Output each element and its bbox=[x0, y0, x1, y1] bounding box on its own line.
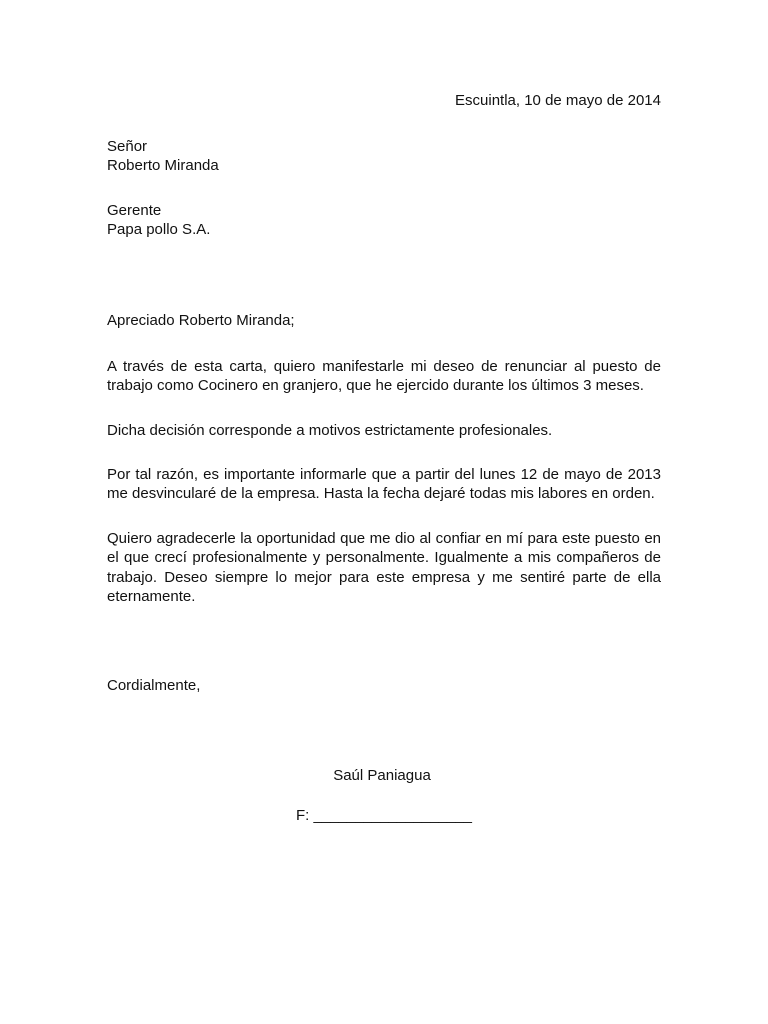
recipient-name: Roberto Miranda bbox=[107, 157, 219, 174]
body-paragraph-1: A través de esta carta, quiero manifestarle mi deseo de renunciar al puesto de trabajo como Cocinero en granjero, que he ejercido durante los últimos 3 meses. bbox=[107, 358, 661, 395]
closing: Cordialmente, bbox=[107, 677, 201, 694]
salutation: Apreciado Roberto Miranda; bbox=[107, 312, 295, 329]
place-date: Escuintla, 10 de mayo de 2014 bbox=[455, 92, 661, 109]
recipient-company: Papa pollo S.A. bbox=[107, 221, 211, 238]
signer-name: Saúl Paniagua bbox=[333, 767, 431, 784]
recipient-title: Señor bbox=[107, 138, 148, 155]
body-paragraph-4: Quiero agradecerle la oportunidad que me dio al confiar en mí para este puesto en el que crecí profesionalmente y personalmente. Igualmente a mis compañeros de trabajo. Deseo siempre lo mejor para este empresa y me sentiré parte de ella eternamente. bbox=[107, 530, 661, 605]
signature-line: F: ___________________ bbox=[295, 807, 472, 824]
recipient-position: Gerente bbox=[107, 202, 162, 219]
body-paragraph-3: Por tal razón, es importante informarle que a partir del lunes 12 de mayo de 2013 me desvincularé de la empresa. Hasta la fecha dejaré todas mis labores en orden. bbox=[107, 466, 661, 503]
body-paragraph-2: Dicha decisión corresponde a motivos estrictamente profesionales. bbox=[107, 422, 553, 439]
